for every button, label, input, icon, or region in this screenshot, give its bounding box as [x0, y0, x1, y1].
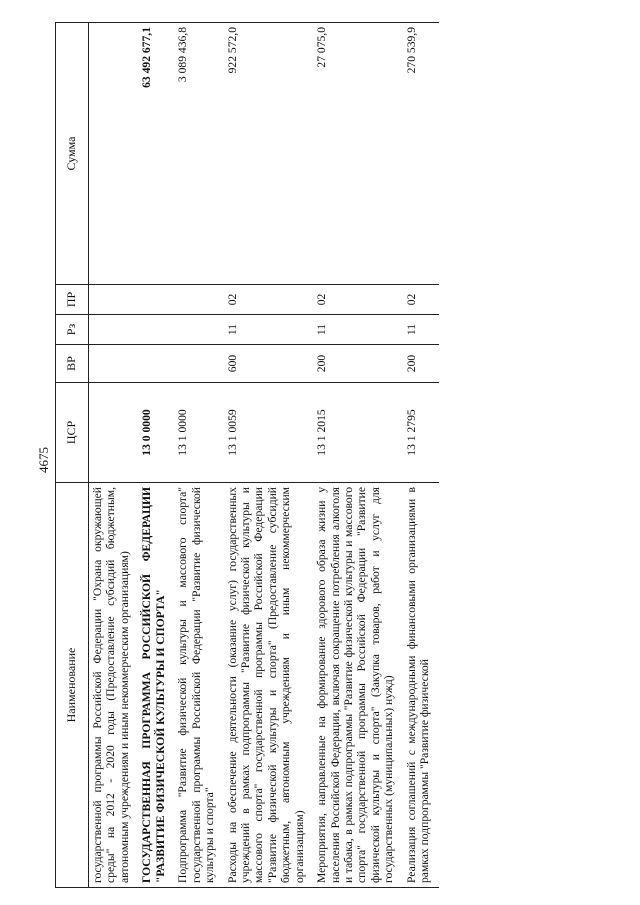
row-name: Расходы на обеспечение деятельности (оказание услуг) государственных учреждений в рамках подпрограммы "Развитие физической культуры и массового спорта" государственной программы Российской Федерации "Развитие физической культуры и спорта" (Предоставление субсидий бюджетным, автономным учреждениям и иным некоммерческим организациям) [224, 483, 314, 888]
row-rz: 11 [224, 315, 314, 345]
header-vr: ВР [56, 345, 89, 383]
row-name: государственной программы Российской Федерации "Охрана окружающей среды" на 2012 - 2020 годы (Предоставление субсидий бюджетным, автономным учреждениям и иным некоммерческим организациям) [89, 483, 139, 888]
row-name: Подпрограмма "Развитие физической культуры и массового спорта" государственной программы Российской Федерации "Развитие физической культуры и спорта" [174, 483, 223, 888]
row-name: ГОСУДАРСТВЕННАЯ ПРОГРАММА РОССИЙСКОЙ ФЕДЕРАЦИИ "РАЗВИТИЕ ФИЗИЧЕСКОЙ КУЛЬТУРЫ И СПОРТА" [138, 483, 174, 888]
row-csr [89, 383, 139, 483]
row-csr: 13 1 2015 [313, 383, 403, 483]
row-vr: 200 [313, 345, 403, 383]
table-row [174, 23, 223, 888]
row-sum: 270 539,9 [403, 23, 439, 285]
row-name: Реализация соглашений с международными финансовыми организациями в рамках подпрограммы "Развитие физической [403, 483, 439, 888]
table-row [313, 23, 403, 888]
row-rz: 11 [313, 315, 403, 345]
header-rz: Рз [56, 315, 89, 345]
row-vr [89, 345, 139, 383]
row-sum: 63 492 677,1 [138, 23, 174, 285]
table-row [403, 23, 439, 888]
row-vr: 600 [224, 345, 314, 383]
row-sum: 3 089 436,8 [174, 23, 223, 285]
row-name: Мероприятия, направленные на формирование здорового образа жизни у населения Российской Федерации, включая сокращение потребления алкоголя и табака, в рамках подпрограммы "Развитие физической культуры и массового спорта" государственной программы Российской Федерации "Развитие физической культуры и спорта" (Закупка товаров, работ и услуг для государственных (муниципальных) нужд) [313, 483, 403, 888]
row-pr [174, 285, 223, 315]
table-header [56, 23, 89, 888]
header-csr: ЦСР [56, 383, 89, 483]
row-pr: 02 [224, 285, 314, 315]
row-rz [89, 315, 139, 345]
row-sum [89, 23, 139, 285]
table-row [138, 23, 174, 888]
row-rz: 11 [403, 315, 439, 345]
page-number-text: 4675 [36, 447, 51, 473]
row-csr: 13 1 0000 [174, 383, 223, 483]
header-row [56, 23, 89, 888]
row-vr: 200 [403, 345, 439, 383]
table-body [89, 23, 439, 888]
row-csr: 13 1 0059 [224, 383, 314, 483]
row-rz [174, 315, 223, 345]
row-csr: 13 1 2795 [403, 383, 439, 483]
row-sum: 27 075,0 [313, 23, 403, 285]
header-pr: ПР [56, 285, 89, 315]
table-row [224, 23, 314, 888]
budget-table [55, 22, 439, 888]
header-sum: Сумма [56, 23, 89, 285]
row-vr [174, 345, 223, 383]
row-pr: 02 [403, 285, 439, 315]
row-sum: 922 572,0 [224, 23, 314, 285]
header-name: Наименование [56, 483, 89, 888]
page-number [34, 447, 54, 473]
budget-table-container [55, 23, 570, 888]
table-row [89, 23, 139, 888]
row-pr [138, 285, 174, 315]
row-rz [138, 315, 174, 345]
row-csr: 13 0 0000 [138, 383, 174, 483]
row-pr [89, 285, 139, 315]
row-vr [138, 345, 174, 383]
row-pr: 02 [313, 285, 403, 315]
